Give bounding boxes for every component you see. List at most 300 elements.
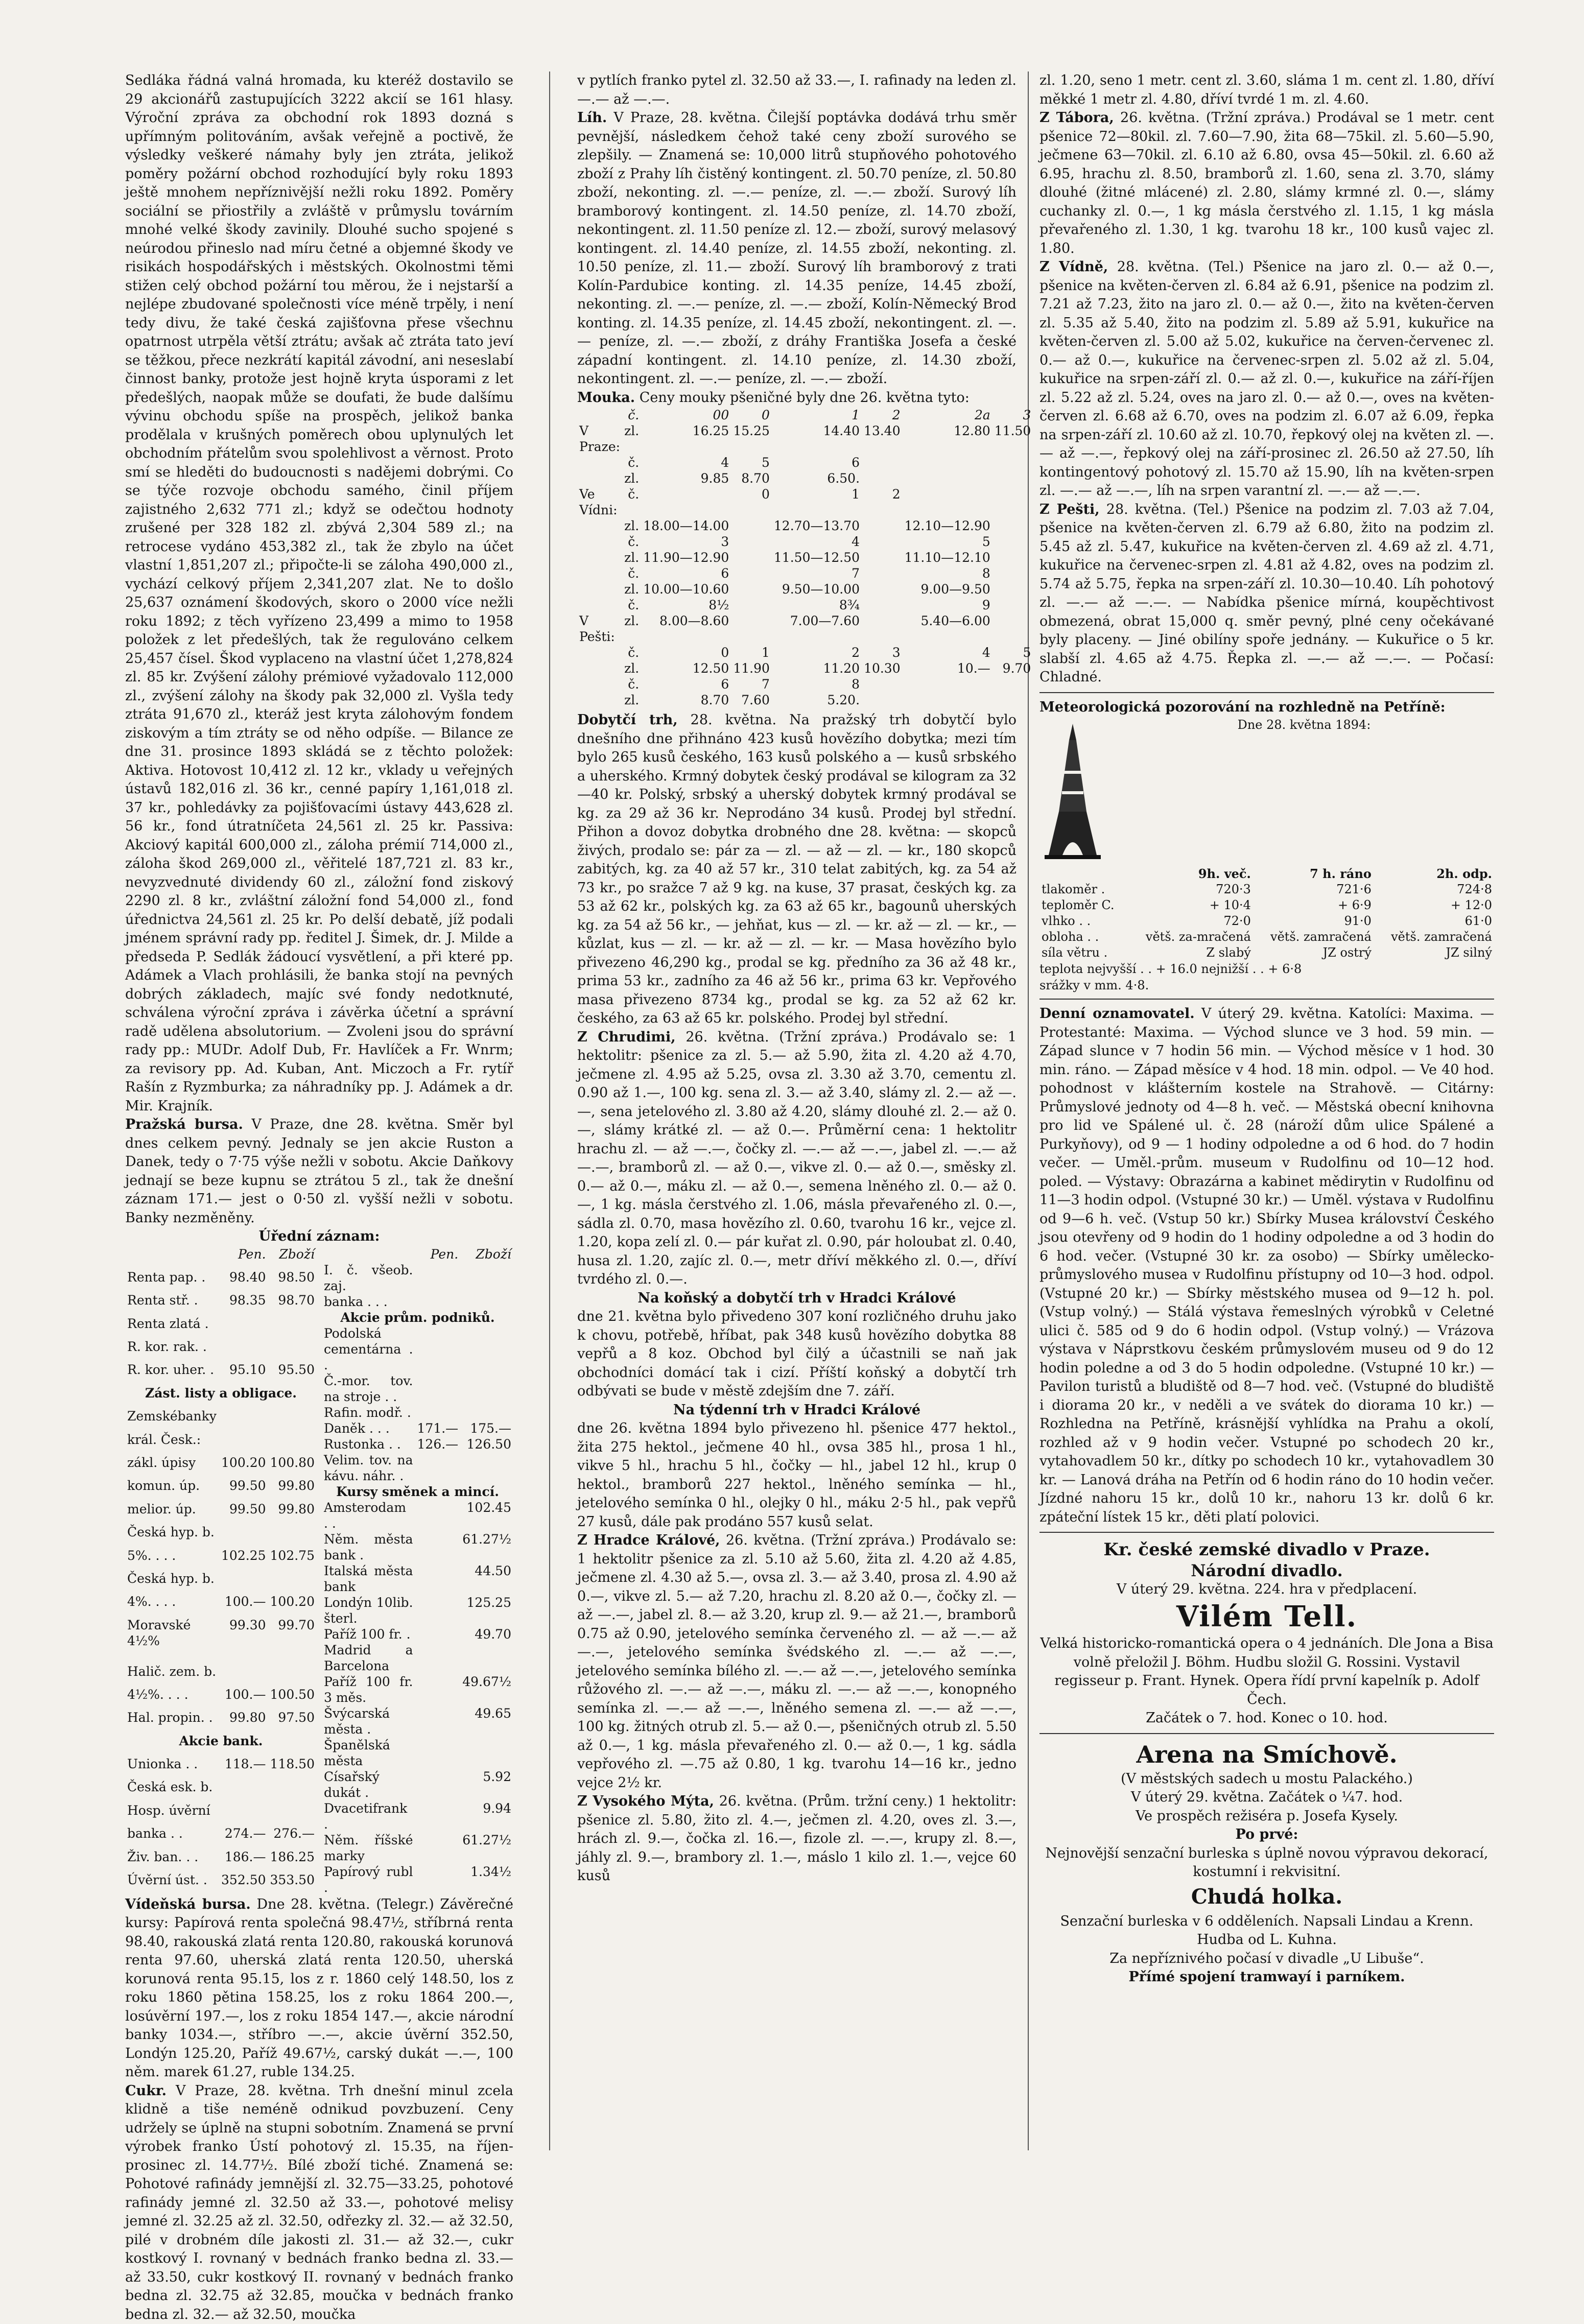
section-head-vysoke-myto: Z Vysokého Mýta, [577,1793,714,1809]
quote-right-cell: 61.27½ [462,1832,511,1847]
quote-right-cell [415,1452,461,1484]
quote-left-row [125,1687,317,1710]
meteo-cell: JZ ostrý [1322,945,1372,960]
quote-left-cell: 102.25 [221,1548,266,1563]
quote-right-cell [415,1262,461,1294]
quote-left-row [125,1292,317,1315]
flour-cell [992,550,1033,565]
flour-cell: 18.00—14.00 [643,518,729,533]
flour-cell: č. [628,408,640,422]
flour-cell [903,692,992,708]
section-head-sugar: Cukr. [125,2082,167,2099]
quote-right-cell [415,1626,461,1642]
quote-right-row [322,1864,513,1895]
quote-left-cell [268,1779,317,1802]
official-quotes [125,1246,513,1895]
arena-transport-note: Přímé spojení tramwayí i parníkem. [1128,1969,1405,1985]
quote-left-cell: král. Česk.: [127,1432,201,1447]
flour-cell: V Pešti: [579,613,615,644]
quote-right-cell: 5.92 [483,1769,511,1784]
section-head-spirits: Líh. [577,110,607,126]
quote-right-cell: I. č. všeob. zaj. [324,1262,413,1293]
flour-cell: 2 [852,645,860,660]
quote-left-row [125,1779,317,1802]
flour-cell [641,486,731,518]
flour-row [577,676,1033,692]
flour-cell: 4 [852,534,860,549]
quote-right-cell: Kursy směnek a mincí. [336,1484,499,1499]
quote-left-row [125,1385,317,1408]
flour-cell [862,613,903,645]
quote-left-row [125,1664,317,1687]
theatre-times: Začátek o 7. hod. Konec o 10. hod. [1146,1710,1388,1726]
section-head-horses: Na koňský a dobytčí trh v Hradci Králové [637,1290,956,1306]
quote-left-cell: 95.10 [229,1362,266,1378]
flour-cell: 12.10—12.90 [904,518,990,533]
quote-right-cell: 49.67½ [462,1674,511,1689]
quote-right-cell: Pen. [430,1246,459,1262]
quotes-table-right [322,1246,513,1895]
meteo-temperature: teplota nejvyšší . . + 16.0 nejnižší . . + 6·8 [1039,962,1302,976]
meteo-cell: 61·0 [1464,914,1492,928]
flour-cell: 12.80 [954,423,990,438]
quote-left-cell: Živ. ban. . . [127,1849,199,1864]
flour-cell: 6 [852,455,860,470]
section-head-flour: Mouka. [577,389,635,406]
flour-cell [992,692,1033,708]
article-bank-meeting: Sedláka řádná valná hromada, ku kteréž dostavilo se 29 akcionářů zastupujících 3222 akcií se 161 hlasy. Výroční zpráva za obchodní rok 1893 dozná s upřímným politováním, avšak veřejně a poctivě, že výsledky veškeré námahy byly jen ztráta, jelikož poměry požární obchod rozhodující byly roku 1893 ještě mnohem nepříznivější nežli roku 1892. Poměry sociální se přiostřily a zvláště v průmyslu továrním mnohé velké škody zavinily. Dlouhé sucho spojené s neúrodou přineslo nad míru četné a objemné škody ve risikách hospodářských i městských. Okolnostmi těmi stižen celý obchod požární tou měrou, že i nejstarší a nejlépe zbudované společnosti více méně trpěly, i není tedy divu, že také česká zajišťovna přese všechnu opatrnost utrpěla větší ztrátu; avšak ač ztráta tato jeví se těžkou, přece nezkrátí kapitál závodní, ani neseslabí činnost banky, protože jest hojně kryta úsporami z let předešlých, naopak může se doufati, že bude dalšímu vývinu obchodu spíše na prospěch, jelikož banka prodělala v krušných poměrech obou uplynulých let obchodním přátelům svou spolehlivost a věrnost. Proto smí se hleděti do budoucnosti s nadějemi dobrými. Co se týče rozvoje obchodu samého, činil příjem zajistného 2,632 771 zl.; když se odečtou hodnoty zrušené per 328 182 zl. zbývá 2,304 589 zl.; na retrocese vydáno 453,382 zl., tak že zbylo na účet vlastní 1,851,207 zl.; připočte-li se záloha 490,000 zl., vychází celkový příjem 2,341,207 zlat. Ne to došlo 25,637 oznámení škodových, skoro o 2000 více nežli roku 1892; z těch vyřízeno 23,499 a mimo to 1958 položek z let předešlých, tak že regulováno celkem 25,457 čísel. Škod vyplaceno na vlastní účet 1,278,824 zl. 85 kr. Zvýšení zálohy prémiové vyžadovalo 112,000 zl., zvýšení zálohy na škody pak 32,000 zl. Vyšla tedy ztráta 91,670 zl., kteráž jest kryta zálohovým fondem ziskovým a tím ztráty se od něho odpíše. — Bilance ze dne 31. prosince 1893 skládá se z těchto položek: Aktiva. Hotovost 10,412 zl. 12 kr., vklady u veřejných ústavů 182,016 zl. 36 kr., cenné papíry 1,161,018 zl. 37 kr., pohledávky za pojišťovacími ústavy 443,628 zl. 56 kr., fond útratníčeta 24,561 zl. 25 kr. Passiva: Akciový kapitál 600,000 zl., záloha prémií 714,000 zl., záloha škod 269,000 zl., věřitelé 187,721 zl. 83 kr., nevyzvednuté dividendy 60 zl., záložní fond ziskový 2290 zl. 8 kr., zvláštní záložní fond 54,000 zl., fond úřednictva 24,561 zl. 25 kr. Po delší debatě, jíž podali jménem správní rady pp. ředitel J. Šimek, dr. J. Milde a předseda P. Sedlák žádoucí vysvětlení, a při které pp. Adámek a Vlach prohlásili, že banka stojí na pevných dobrých základech, majíc své fondy nedotknuté, schválena výroční zpráva i závěrka účetní a správní radě udělena absolutorium. — Zvoleni jsou do správní rady pp.: MUDr. Adolf Dub, Fr. Havlíček a Fr. Wnrm; za revisory pp. Ad. Kuban, Ant. Miczoch a Fr. rytíř Rašín z Ryzmburka; za náhradníky pp. J. Adámek a dr. Mir. Krajník. [125,73,513,1114]
flour-cell: 7.00—7.60 [790,613,860,628]
quote-right-cell: Daněk . . . [324,1420,390,1436]
quote-left-cell: 98.70 [278,1293,315,1308]
meteo-block [1039,717,1494,993]
quote-left-cell [219,1571,268,1594]
quote-left-cell: 4%. . . . [127,1594,176,1609]
quote-right-cell [460,1405,513,1420]
flour-row [577,518,1033,534]
flour-cell: 12.50 [692,661,729,676]
flour-row [577,613,1033,645]
article-daily: V úterý 29. května. Katolíci: Maxima. — Protestanté: Maxima. — Východ slunce ve 3 hod. 59 min. — Západ slunce v 7 hodin 56 min. — Východ měsíce v 1 hod. 30 min. ráno. — Západ měsíce v 4 hod. 18 min. odpol. — Ve 40 hod. pohodnost v klášterním kostele na Strahově. — Citárny: Průmyslové jednoty od 4—8 h. več. — Městská obecní knihovna pro lid ve Spálené ul. č. 28 (nároží dům ulice Spálené a Purkyňovy), od 9 — 1 hodiny odpoledne a od 6 hod. do 7 hodin večer. — Uměl.-prům. museum v Rudolfinu od 10—12 hod. poled. — Výstavy: Obrazárna a kabinet mědirytin v Rudolfinu od 11—3 hodin odpol. (Vstupné 30 kr.) — Uměl. výstava v Rudolfinu od 9—6 h. več. (Vstup 50 kr.) Sbírky Musea království Českého jsou otevřeny od 9 hodin do 1 hodiny odpoledne a od 3 hodin do 6 hod. večer. (Vstupné 30 kr. za osobo) — Sbírky umělecko-průmyslového musea v Rudolfinu přístupny od 10—3 hod. odpol. (Vstupné 20 kr.) — Sbírky městského musea od 9—12 h. pol. (Vstup volný.) — Stálá výstava řemeslných výrobků v Celetné ulici č. 585 od 9 do 6 hodin odpol. (Vstup volný.) — Vrázova výstava v Náprstkovu českém průmyslovém museu od 9 do 12 hodin poledne a od 3 do 5 hodin odpoledne. (Vstupné 10 kr.) — Pavilon turistů a bludiště od 8—7 hod. več. (Vstupné do bludiště i diorama 20 kr., v neděli a ve svátek do diorama 10 kr.) — Rozhledna na Petříně, krásnější vyhlídka na Prahu a okolí, rozhled až v 9 hodin večer. Vstupné po schodech 20 kr., vytahovadlem 50 kr., dítky po schodech 10 kr., vytahovadlem 30 kr. — Lanová dráha na Petřín od 6 hodin ráno do 10 hodin večer. Jízdné nahoru 15 kr., dolů 10 kr., nahoru 13 kr. dolů 6 kr. zpáteční lístek 15 kr., děti platí polovici. [1039,1006,1494,1525]
quote-right-cell [460,1325,513,1373]
flour-cell [577,470,622,486]
flour-cell: 11.50—12.50 [773,550,860,565]
flour-cell [577,407,622,423]
quote-right-cell: Zboží [476,1246,511,1262]
flour-cell: zl. [624,693,640,707]
quote-right-cell: 49.65 [475,1705,511,1721]
flour-cell [862,676,903,692]
flour-cell [577,692,622,708]
quote-left-cell: 353.50 [270,1872,315,1888]
quote-left-cell [268,1432,317,1455]
quote-left-cell [219,1664,268,1687]
quote-left-cell: 100.— [224,1594,266,1609]
quote-right-cell: Paříž 100 fr. . [324,1626,411,1642]
arena-heading: Arena na Smíchově. [1136,1740,1398,1768]
flour-cell: 8 [852,677,860,692]
flour-cell: zl. [624,613,640,628]
quote-right-cell: 1.34½ [470,1864,511,1879]
quote-right-cell: Rafin. modř. . [324,1405,411,1420]
quote-left-cell [268,1316,317,1339]
flour-cell [992,581,1033,597]
quote-left-cell [268,1408,317,1431]
quote-left-cell: Moravské 4½% [127,1617,191,1648]
flour-cell [731,597,772,613]
quote-left-cell: 99.50 [229,1501,266,1516]
flour-cell [862,581,903,597]
article-pest: 28. května. (Tel.) Pšenice na podzim zl. 7.03 až 7.04, pšenice na květen-červen zl. 6.79 až 6.80, žito na podzim zl. 5.45 až zl. 5.47, kukuřice na květen-červen zl. 4.69 až zl. 4.71, kukuřice na červenec-srpen zl. 4.81 až 4.82, oves na podzim zl. 5.74 až 5.75, řepka na srpen-září zl. 10.30—10.40. Líh pohotový zl. —.— až —.—. — Nabídka pšenice mírná, koupěchtivost obmezená, obrat 15,000 q. směr pevný, plné ceny očekávané byly placeny. — Jiné obilíny spoře jednány. — Kukuřice o 5 kr. slabší zl. 4.65 až 4.75. Řepka zl. —.— až —.—. — Počasí: Chladné. [1039,501,1494,685]
flour-cell [862,565,903,581]
article-prague-exchange: V Praze, dne 28. května. Směr byl dnes celkem pevný. Jednaly se jen akcie Ruston a Danek, tedy o 7·75 výše nežli v sobotu. Akcie Daňkovy jednají se beze kupnu se ztrátou 5 zl., tak že dnešní záznam 171.— jest o 0·50 zl. vyšší nežli v sobotu. Banky nezměněny. [125,1117,513,1226]
arena-weather-note: Za nepříznivého počasí v divadle „U Libuše“. [1109,1950,1424,1966]
flour-cell: 8 [982,566,990,581]
flour-row [577,407,1033,423]
quote-left-row [125,1571,317,1594]
section-head-weekly-market: Na týdenní trh v Hradci Králové [673,1402,921,1418]
quote-right-cell: Něm. říšské marky [324,1832,413,1863]
meteo-cell: JZ silný [1446,945,1492,960]
quote-right-cell [415,1325,461,1373]
meteo-cell: 724·8 [1457,882,1492,896]
section-head-hradec: Z Hradce Králové, [577,1532,720,1548]
flour-cell: V Praze: [579,423,621,454]
flour-cell [992,470,1033,486]
quote-left-cell: R. kor. uher. . [127,1362,215,1378]
quote-left-row [125,1548,317,1571]
quote-left-cell [268,1803,317,1825]
flour-cell: č. [628,598,640,612]
article-spirits: V Praze, 28. května. Čilejší poptávka dodává trhu směr pevnější, následkem čehož také ceny zboží surového se zlepšily. — Znamená se: 10,000 litrů stupňového pohotového zboží z Prahy líh čistěný kontingent. zl. 50.70 peníze, zl. 50.80 zboží, nekonting. zl. —.— peníze, zl. —.— zboží. Surový líh bramborový kontingent. zl. 14.50 peníze, zl. 14.70 zboží, nekontingent. zl. 11.50 peníze zl. 12.— zboží, surový melasový kontingent. zl. 14.40 peníze, zl. 14.55 zboží, nekonting. zl. 10.50 peníze, zl. 11.— zboží. Surový líh bramborový z trati Kolín-Pardubice konting. zl. 14.35 peníze, 14.45 zboží, nekonting. zl. —.— peníze, zl. —.— zboží, Kolín-Německý Brod konting. zl. 14.35 peníze, zl. 14.45 zboží, nekontingent. zl. —.— peníze, zl. —.— zboží, z dráhy Františka Josefa a české západní kontingent. zl. 14.10 peníze, zl. 14.30 zboží, nekontingent. zl. —.— peníze, zl. —.— zboží. [577,110,1016,387]
quote-right-cell: 126.50 [466,1436,511,1452]
flour-cell: zl. [624,518,640,533]
meteo-cell: teploměr C. [1042,898,1115,912]
quote-left-row [125,1594,317,1617]
flour-row [577,565,1033,581]
quote-left-cell: 118.— [224,1757,266,1772]
quote-right-cell [415,1737,461,1769]
quote-right-cell: 61.27½ [462,1531,511,1547]
quote-left-row [125,1316,317,1339]
flour-cell: 8¾ [839,598,860,612]
flour-cell: 11.10—12.10 [904,550,990,565]
meteo-cell: vlhko . . [1042,914,1091,928]
quote-left-row [125,1362,317,1385]
quote-right-row [322,1436,513,1452]
quote-right-cell: Amsterodam . . [324,1500,407,1531]
flour-cell [862,534,903,550]
meteo-header-cell: 7 h. ráno [1310,866,1372,881]
quote-left-cell: 99.80 [278,1478,315,1493]
flour-cell [992,518,1033,534]
quote-left-row [125,1269,317,1292]
quotes-table-left [125,1246,317,1895]
column-2 [577,72,1031,2155]
flour-cell [731,518,772,534]
quote-right-row [322,1769,513,1800]
flour-row [577,550,1033,565]
flour-cell [862,550,903,565]
flour-cell: 3 [721,534,729,549]
section-head-daily: Denní oznamovatel. [1039,1006,1195,1022]
meteo-row [1039,897,1494,913]
flour-cell: 8.70 [741,471,770,486]
meteo-cell: větš. zamračená [1270,930,1372,944]
flour-cell: 11.90—12.90 [643,550,729,565]
quote-right-cell [415,1642,461,1674]
flour-cell [992,534,1033,550]
flour-cell [731,550,772,565]
quote-right-row [322,1373,513,1405]
section-head-prague-exchange: Pražská bursa. [125,1117,243,1132]
flour-cell [992,676,1033,692]
flour-cell: 11.20 [823,661,860,676]
quote-left-row [125,1825,317,1848]
quote-right-cell [460,1452,513,1484]
flour-cell [992,486,1033,518]
quote-left-row [125,1803,317,1825]
article-cattle: 28. května. Na pražský trh dobytčí bylo dnešního dne přihnáno 423 kusů hovězího dobytka; mezi tím bylo 265 kusů českého, 163 kusů polského a — kusů srbského a uherského. Krmný dobytek český prodával se kilogram za 32—40 kr. Polský, srbský a uherský dobytek krmný prodával se kg. za 29 až 36 kr. Neprodáno 34 kusů. Prodej byl střední. Přihon a dovoz dobytka drobného dne 28. května: — skopců živých, prodalo se: pár za — zl. — až — zl. — kr., 180 skopců zabitých, kg. za 40 až 57 kr., 310 telat zabitých, kg. za 54 až 73 kr., po sražce 7 až 9 kg. na kuse, 37 prasat, českých kg. za 53 až 62 kr., polských kg. za 63 až 65 kr., bagounů uherských kg. za 54 až 56 kr., — jehňat, kus — zl. — kr. až — zl. — kr., — kůzlat, kus — zl. — kr. až — zl. — kr. — Masa hovězího bylo přivezeno 46,290 kg., prodal se kg. předního za 36 až 48 kr., prima 53 kr., zadního za 46 až 56 kr., prima 63 kr. Vepřového masa přivezeno 8734 kg., prodal se kg. za 52 až 62 kr. českého, za 63 až 65 kr. polského. Prodej byl střední. [577,712,1016,1026]
flour-cell: 3 [892,645,901,660]
arena-description: Nejnovější senzační burleska s úplně novou výpravou dekorací, kostumní i rekvisitní. [1045,1845,1488,1880]
flour-cell: 5 [982,534,990,549]
meteo-cell: + 12·0 [1450,898,1492,912]
quote-left-cell: Renta stř. . [127,1293,198,1308]
article-sugar-cont: v pytlích franko pytel zl. 32.50 až 33.—, I. rafinady na leden zl. —.— až —.—. [577,73,1016,107]
quote-left-cell: 99.80 [229,1710,266,1725]
flour-row [577,423,1033,455]
flour-cell: 12.70—13.70 [773,518,860,533]
meteo-cell: větš. zamračená [1391,930,1492,944]
quote-left-cell [219,1339,268,1362]
quote-right-cell: Španělská města [324,1737,390,1768]
meteo-cell: 720·3 [1216,882,1251,896]
flour-cell [577,676,622,692]
flour-cell [903,486,992,518]
flour-cell: č. [628,534,640,549]
flour-cell [731,565,772,581]
flour-cell [862,518,903,534]
article-vysoke-myto: 26. května. (Prům. tržní ceny.) 1 hektolitr: pšenice zl. 5.80, žito zl. 4.—, ječmen zl. 4.20, oves zl. 3.—, hrách zl. 9.—, čočka zl. 16.—, fizole zl. —.—, krupy zl. 8.—, jáhly zl. 9.—, brambory zl. 1.—, máslo 1 kilo zl. 1.—, vejce 60 kusů [577,1793,1016,1884]
section-head-vienna-exchange: Vídeňská bursa. [125,1896,251,1912]
flour-cell [731,534,772,550]
quote-right-cell: 126.— [417,1436,459,1452]
quote-right-row [322,1705,513,1737]
flour-cell: 10.30 [864,661,901,676]
flour-cell: 15.25 [733,423,770,438]
section-head-tabor: Z Tábora, [1039,110,1114,126]
quote-left-row [125,1455,317,1478]
quote-right-row [322,1420,513,1436]
flour-cell: zl. [624,661,640,676]
quote-right-row [322,1452,513,1484]
flour-cell: zl. [624,550,640,565]
quote-right-cell [415,1373,461,1405]
flour-cell [862,597,903,613]
meteo-header-cell: 9h. več. [1198,866,1251,881]
theatre-subheading: Národní divadlo. [1191,1561,1343,1580]
flour-cell: zl. [624,582,640,597]
quote-left-cell: 98.35 [229,1293,266,1308]
meteo-header-row [1039,866,1494,882]
quote-right-cell [415,1705,461,1737]
quote-left-cell: Unionka . . [127,1757,198,1772]
quote-right-row [322,1737,513,1769]
flour-cell: 1 [852,408,860,422]
quote-left-cell: Hosp. úvěrní [127,1803,210,1818]
quote-right-row [322,1246,513,1262]
quote-left-cell: 186.25 [270,1849,315,1864]
meteo-precipitation: srážky v mm. 4·8. [1039,978,1149,992]
quote-left-cell: Pen. [238,1246,266,1262]
flour-cell: 4 [721,455,729,470]
quote-right-cell: Švýcarská města . [324,1705,390,1737]
quote-left-cell [219,1803,268,1825]
quote-left-cell: 100.— [224,1687,266,1702]
quote-left-cell: 95.50 [278,1362,315,1378]
quote-left-cell: R. kor. rak. . [127,1339,207,1355]
quote-left-cell: Zemskébanky [127,1409,217,1424]
flour-cell [577,660,622,676]
quote-right-cell: 125.25 [466,1595,511,1610]
quote-right-cell: 102.45 [466,1500,511,1515]
flour-cell: č. [628,566,640,581]
flour-cell: 5 [1023,645,1031,660]
column-3 [1039,72,1494,2155]
flour-cell: 00 [713,408,729,422]
column-rule [549,72,550,2150]
article-hradec: 26. května. (Tržní zpráva.) Prodávalo se: 1 hektolitr pšenice za zl. 5.10 až 5.60, žita zl. 4.20 až 4.85, ječmene zl. 4.30 až 5.—, ovsa zl. 3.— až 3.40, prosa zl. 4.90 až 0.—, vikve zl. 5.— až 7.20, hrachu zl. 8.20 až 0.—, čočky zl. — až —.—, jabel zl. 8.— až 3.20, krup zl. 9.— až 21.—, bramborů 0.75 až 0.90, jetelového semínka červeného zl. — až —.— až —.—, jetelového semínka švédského zl. —.— až —.—, jetelového semínka bílého zl. —.— až —.—, jetelového semínka růžového zl. —.— až —.—, máku zl. —.— až —.—, konopného semínka zl. —.— až —.—, lněného semena zl. —.— až —.—, 100 kg. žitných otrub zl. 5.— až 0.—, pšeničných otrub zl. 5.50 až 0.—, 1 kg. másla převařeného zl. 0.— až 0.—, 1 kg. sádla vepřového zl. —.75 až 0.80, 1 kg. tvarohu 14—16 kr., jedno vejce 2½ kr. [577,1532,1016,1791]
arena-benefit: Ve prospěch režiséra p. Josefa Kysely. [1136,1808,1398,1824]
flour-cell: 7 [762,677,770,692]
quote-right-cell [460,1737,513,1769]
flour-cell [862,470,903,486]
meteo-cell: obloha . . [1042,930,1099,944]
quote-right-row [322,1500,513,1531]
quote-left-cell: 99.80 [278,1501,315,1516]
flour-cell: zl. [624,471,640,486]
quote-right-cell: Londýn 10lib. šterl. [324,1595,413,1626]
quote-left-cell: 186.— [224,1849,266,1864]
flour-cell: 0 [762,487,770,502]
flour-cell: č. [628,645,640,660]
flour-row [577,534,1033,550]
official-quotes-title: Úřední záznam: [258,1228,380,1244]
article-vienna-exchange: Dne 28. května. (Telegr.) Závěrečné kursy: Papírová renta společná 98.47½, stříbrná renta 98.40, rakouská zlatá renta 120.80, rakouská korunová renta 97.60, uherská zlatá renta 120.50, uherská korunová renta 95.15, los z r. 1860 celý 148.50, los z roku 1860 pětina 158.25, los z roku 1864 200.—, losúvěrní 197.—, los z roku 1854 147.—, akcie národní banky 1034.—, stříbro —.—, akcie úvěrní 352.50, Londýn 125.20, Paříž 49.67½, carský dukát —.—, 100 něm. marek 61.27, ruble 134.25. [125,1896,513,2080]
quote-left-cell: 98.40 [229,1269,266,1285]
flour-row [577,597,1033,613]
quote-right-cell: Rustonka . . [324,1436,401,1452]
section-head-chrudim: Z Chrudimi, [577,1029,676,1045]
meteo-header-cell: 2h. odp. [1436,866,1492,881]
quote-right-row [322,1832,513,1864]
quote-left-cell: 276.— [273,1826,315,1841]
flour-cell: 6 [721,677,729,692]
quote-left-row [125,1246,317,1269]
flour-cell [577,581,622,597]
column-rule [1028,72,1029,2150]
flour-cell: 9.85 [700,471,729,486]
section-head-cattle: Dobytčí trh, [577,712,678,728]
flour-cell: 3 [1023,408,1031,422]
quote-left-cell: Úvěrní úst. . [127,1872,207,1888]
flour-cell: 10.— [957,661,990,676]
flour-cell: 9 [982,598,990,612]
quote-right-row [322,1294,513,1310]
quote-left-cell [268,1571,317,1594]
quote-right-row [322,1262,513,1294]
meteo-cell: tlakoměr . [1042,882,1105,896]
quote-left-cell: 102.75 [270,1548,315,1563]
quote-right-cell [415,1832,461,1864]
quote-left-cell: 100.80 [270,1455,315,1471]
quote-left-cell: 99.30 [229,1617,266,1632]
quote-left-cell: Česká hyp. b. [127,1525,215,1540]
quote-right-cell [460,1262,513,1294]
article-vienna-grain: 28. května. (Tel.) Pšenice na jaro zl. 0.— až 0.—, pšenice na květen-červen zl. 6.84 až 6.91, pšenice na podzim zl. 7.21 až 7.23, žito na jaro zl. 0.— až 0.—, žito na květen-červen zl. 5.35 až 5.40, žito na podzim zl. 5.89 až 5.91, kukuřice na květen-červen zl. 5.00 až 5.02, kukuřice na červen-červenec zl. 0.— až 0.—, kukuřice na červenec-srpen zl. 5.02 až zl. 5.04, kukuřice na srpen-září zl. 0.— až zl. 0.—, kukuřice na září-říjen zl. 5.22 až zl. 5.24, oves na jaro zl. 0.— až 0.—, oves na květen-červen zl. 6.68 až 6.70, oves na podzim zl. 6.07 až 6.09, řepka na srpen-září zl. 10.60 až zl. 10.70, řepkový olej na květen zl. —.— až —.—, řepkový olej na září-prosinec zl. 26.50 až 27.50, líh kontingentový pohotový zl. 15.70 až 15.90, líh na květen-srpen zl. —.— až —.—, líh na srpen varantní zl. —.— až —.—. [1039,259,1494,499]
arena-first-time: Po prvé: [1235,1827,1298,1842]
flour-cell: zl. [624,423,640,438]
quote-left-cell: Česká esk. b. [127,1780,213,1795]
quote-right-cell: Podolská cementárna . . [324,1325,413,1372]
quote-left-cell [219,1432,268,1455]
quote-left-cell: 352.50 [221,1872,266,1888]
arena-play-title: Chudá holka. [1191,1884,1343,1909]
quote-left-cell: 5%. . . . [127,1548,176,1563]
quote-left-cell: komun. úp. [127,1478,200,1493]
flour-row [577,455,1033,470]
flour-cell [992,597,1033,613]
quote-left-row [125,1849,317,1872]
flour-cell: 9.70 [1002,661,1031,676]
quote-left-cell: zákl. úpisy [127,1455,196,1471]
quote-left-cell [268,1524,317,1547]
meteo-title: Meteorologická pozorování na rozhledně na Petříně: [1039,699,1446,715]
quote-left-cell [219,1779,268,1802]
article-vm-cont: zl. 1.20, seno 1 metr. cent zl. 3.60, sláma 1 m. cent zl. 1.80, dříví měkké 1 metr zl. 4.80, dříví tvrdé 1 m. zl. 4.60. [1039,73,1494,107]
quote-right-cell [415,1769,461,1800]
flour-cell: 11.90 [733,661,770,676]
flour-cell: 4 [982,645,990,660]
quote-left-cell [219,1316,268,1339]
quote-left-row [125,1733,317,1756]
quote-right-cell [415,1500,461,1531]
flour-cell: 0 [721,645,729,660]
quote-right-cell: Akcie prům. podniků. [340,1310,495,1325]
flour-cell: 2a [974,408,990,422]
quote-left-cell: Akcie bank. [179,1733,263,1748]
quote-right-cell [460,1373,513,1405]
quote-right-cell: Papírový rubl . [324,1864,413,1895]
flour-cell: 0 [762,408,770,422]
article-weekly-market: dne 26. května 1894 bylo přivezeno hl. pšenice 477 hektol., žita 275 hektol., ječmene 40 hl., ovsa 385 hl., prosa 1 hl., vikve 5 hl., hrachu 5 hl., čočky — hl., jabel 12 hl., krup 0 hektol., bramborů 227 hektol., lněného semínka — hl., jetelového semínka 0 hl., olejky 0 hl., máku 2·5 hl., pak vepřů 27 kusů, dále pak prodáno 557 kusů selat. [577,1420,1016,1530]
flour-cell: 11.50 [994,423,1031,438]
quote-right-cell [415,1595,461,1626]
quote-left-cell: 98.50 [278,1269,315,1285]
quote-left-cell: Česká hyp. b. [127,1571,215,1586]
quote-left-cell: Zást. listy a obligace. [145,1385,297,1401]
quote-right-cell [415,1294,461,1310]
flour-cell: č. [628,677,640,692]
quote-right-cell [415,1405,461,1420]
flour-intro: Ceny mouky pšeničné byly dne 26. května tyto: [639,389,970,406]
flour-cell [731,581,772,597]
quote-right-cell [415,1800,461,1832]
quote-left-row [125,1478,317,1501]
flour-cell: 10.00—10.60 [643,582,729,597]
flour-cell: 8.70 [700,693,729,707]
